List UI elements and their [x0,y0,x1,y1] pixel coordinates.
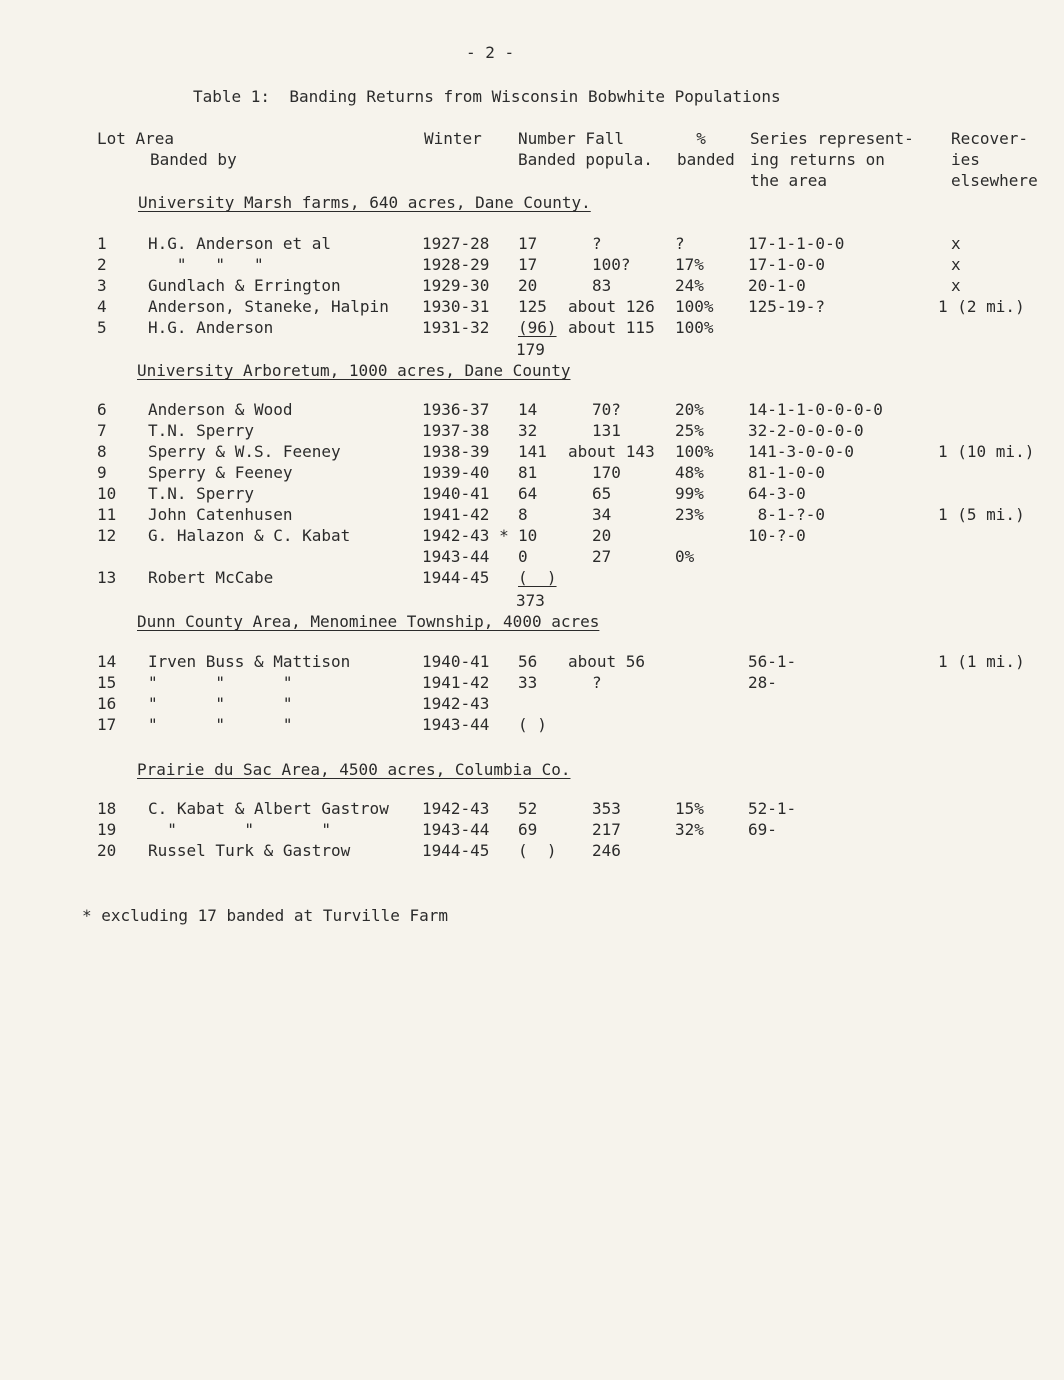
row-series: 69- [748,820,777,839]
row-lot-number: 20 [97,841,117,860]
row-number-banded: 0 [518,547,528,566]
row-fall-population: 27 [592,547,612,566]
header-series: Series represent- ing returns on the area [750,129,914,190]
row-number-banded: 125 [518,297,547,316]
row-lot-number: 15 [97,673,117,692]
row-winter: 1942-43 [422,694,490,713]
row-lot-number: 18 [97,799,117,818]
row-recoveries: 1 (10 mi.) [938,442,1035,461]
row-fall-population: 20 [592,526,612,545]
row-series: 125-19-? [748,297,826,316]
row-banded-by: Anderson & Wood [148,400,293,419]
header-banded-by: Banded by [150,150,237,169]
header-pct-banded: % banded [677,129,735,169]
row-winter: 1942-43 [422,799,490,818]
row-winter: 1943-44 [422,820,490,839]
row-lot-number: 14 [97,652,117,671]
row-pct-banded: 20% [675,400,704,419]
row-series: 32-2-0-0-0-0 [748,421,864,440]
row-fall-population: ? [592,673,602,692]
row-winter: 1937-38 [422,421,490,440]
row-fall-population: 34 [592,505,612,524]
row-recoveries: 1 (1 mi.) [938,652,1025,671]
row-banded-by: Russel Turk & Gastrow [148,841,351,860]
row-fall-population: 217 [592,820,621,839]
row-lot-number: 4 [97,297,107,316]
row-lot-number: 10 [97,484,117,503]
row-winter: 1942-43 * [422,526,509,545]
row-series: 20-1-0 [748,276,806,295]
row-pct-banded: 100% [675,318,714,337]
row-lot-number: 1 [97,234,107,253]
row-number-banded: 20 [518,276,538,295]
row-lot-number: 11 [97,505,117,524]
header-lot-area: Lot Area [97,129,175,148]
row-series: 17-1-1-0-0 [748,234,845,253]
row-lot-number: 2 [97,255,107,274]
row-number-banded: 17 [518,234,538,253]
row-pct-banded: 24% [675,276,704,295]
page-number: - 2 - [466,43,515,62]
row-number-banded: 17 [518,255,538,274]
row-series: 64-3-0 [748,484,806,503]
row-lot-number: 8 [97,442,107,461]
row-winter: 1943-44 [422,715,490,734]
row-banded-by: Sperry & Feeney [148,463,293,482]
row-lot-number: 9 [97,463,107,482]
row-lot-number: 13 [97,568,117,587]
row-number-banded: ( ) [518,841,557,860]
section-title: University Marsh farms, 640 acres, Dane County. [138,193,591,212]
row-banded-by: Sperry & W.S. Feeney [148,442,341,461]
row-banded-by: Gundlach & Errington [148,276,341,295]
row-series: 14-1-1-0-0-0-0 [748,400,883,419]
row-number-banded: 14 [518,400,538,419]
row-recoveries: x [951,255,961,274]
row-banded-by: Anderson, Staneke, Halpin [148,297,389,316]
row-number-banded: 32 [518,421,538,440]
row-lot-number: 7 [97,421,107,440]
row-banded-by: " " " [148,673,293,692]
footnote: * excluding 17 banded at Turville Farm [82,906,449,925]
row-banded-by: " " " [148,255,264,274]
row-series: 81-1-0-0 [748,463,826,482]
row-winter: 1941-42 [422,673,490,692]
row-number-banded: 141 [518,442,547,461]
row-winter: 1944-45 [422,841,490,860]
row-number-banded: 81 [518,463,538,482]
row-pct-banded: 100% [675,297,714,316]
row-fall-population: about 115 [568,318,655,337]
row-number-banded: 10 [518,526,538,545]
row-banded-by: C. Kabat & Albert Gastrow [148,799,389,818]
row-banded-by: " " " [148,694,293,713]
row-pct-banded: ? [675,234,685,253]
row-banded-by: Irven Buss & Mattison [148,652,351,671]
row-series: 10-?-0 [748,526,806,545]
row-pct-banded: 15% [675,799,704,818]
row-winter: 1927-28 [422,234,490,253]
row-number-banded: ( ) [518,568,557,587]
row-lot-number: 19 [97,820,117,839]
row-pct-banded: 32% [675,820,704,839]
row-number-banded: ( ) [518,715,547,734]
row-fall-population: 246 [592,841,621,860]
row-series: 141-3-0-0-0 [748,442,854,461]
header-winter: Winter [424,129,482,148]
row-number-banded: 52 [518,799,538,818]
row-pct-banded: 48% [675,463,704,482]
row-number-banded: 69 [518,820,538,839]
row-number-banded: 64 [518,484,538,503]
row-fall-population: 100? [592,255,631,274]
section-total: 373 [516,591,545,610]
row-fall-population: 170 [592,463,621,482]
row-recoveries: x [951,276,961,295]
row-winter: 1940-41 [422,652,490,671]
row-fall-population: 70? [592,400,621,419]
row-number-banded: 56 [518,652,538,671]
row-fall-population: 65 [592,484,612,503]
row-lot-number: 3 [97,276,107,295]
header-recoveries: Recover- ies elsewhere [951,129,1038,190]
row-winter: 1936-37 [422,400,490,419]
row-winter: 1930-31 [422,297,490,316]
row-series: 52-1- [748,799,797,818]
row-fall-population: 131 [592,421,621,440]
row-lot-number: 17 [97,715,117,734]
row-winter: 1938-39 [422,442,490,461]
section-title: University Arboretum, 1000 acres, Dane County [137,361,571,380]
row-series: 56-1- [748,652,797,671]
row-winter: 1931-32 [422,318,490,337]
row-pct-banded: 100% [675,442,714,461]
row-winter: 1943-44 [422,547,490,566]
row-pct-banded: 99% [675,484,704,503]
row-winter: 1939-40 [422,463,490,482]
section-total: 179 [516,340,545,359]
section-title: Prairie du Sac Area, 4500 acres, Columbia Co. [137,760,571,779]
row-recoveries: 1 (5 mi.) [938,505,1025,524]
row-fall-population: about 56 [568,652,646,671]
row-banded-by: H.G. Anderson et al [148,234,332,253]
row-lot-number: 6 [97,400,107,419]
row-recoveries: x [951,234,961,253]
row-banded-by: H.G. Anderson [148,318,274,337]
row-banded-by: " " " [148,820,332,839]
row-fall-population: ? [592,234,602,253]
row-lot-number: 5 [97,318,107,337]
row-pct-banded: 0% [675,547,695,566]
row-winter: 1944-45 [422,568,490,587]
row-winter: 1929-30 [422,276,490,295]
row-banded-by: Robert McCabe [148,568,274,587]
row-number-banded: (96) [518,318,557,337]
row-banded-by: T.N. Sperry [148,421,254,440]
header-number-banded: Number Fall Banded popula. [518,129,653,169]
row-banded-by: " " " [148,715,293,734]
row-series: 17-1-0-0 [748,255,826,274]
row-number-banded: 33 [518,673,538,692]
row-winter: 1940-41 [422,484,490,503]
section-title: Dunn County Area, Menominee Township, 4000 acres [137,612,600,631]
row-fall-population: about 126 [568,297,655,316]
row-pct-banded: 23% [675,505,704,524]
table-title: Table 1: Banding Returns from Wisconsin Bobwhite Populations [193,87,781,106]
row-recoveries: 1 (2 mi.) [938,297,1025,316]
row-fall-population: 83 [592,276,612,295]
row-banded-by: G. Halazon & C. Kabat [148,526,351,545]
row-winter: 1928-29 [422,255,490,274]
row-banded-by: T.N. Sperry [148,484,254,503]
row-winter: 1941-42 [422,505,490,524]
row-fall-population: 353 [592,799,621,818]
row-fall-population: about 143 [568,442,655,461]
row-number-banded: 8 [518,505,528,524]
row-series: 28- [748,673,777,692]
row-lot-number: 16 [97,694,117,713]
row-banded-by: John Catenhusen [148,505,293,524]
row-pct-banded: 25% [675,421,704,440]
row-pct-banded: 17% [675,255,704,274]
row-series: 8-1-?-0 [748,505,826,524]
row-lot-number: 12 [97,526,117,545]
